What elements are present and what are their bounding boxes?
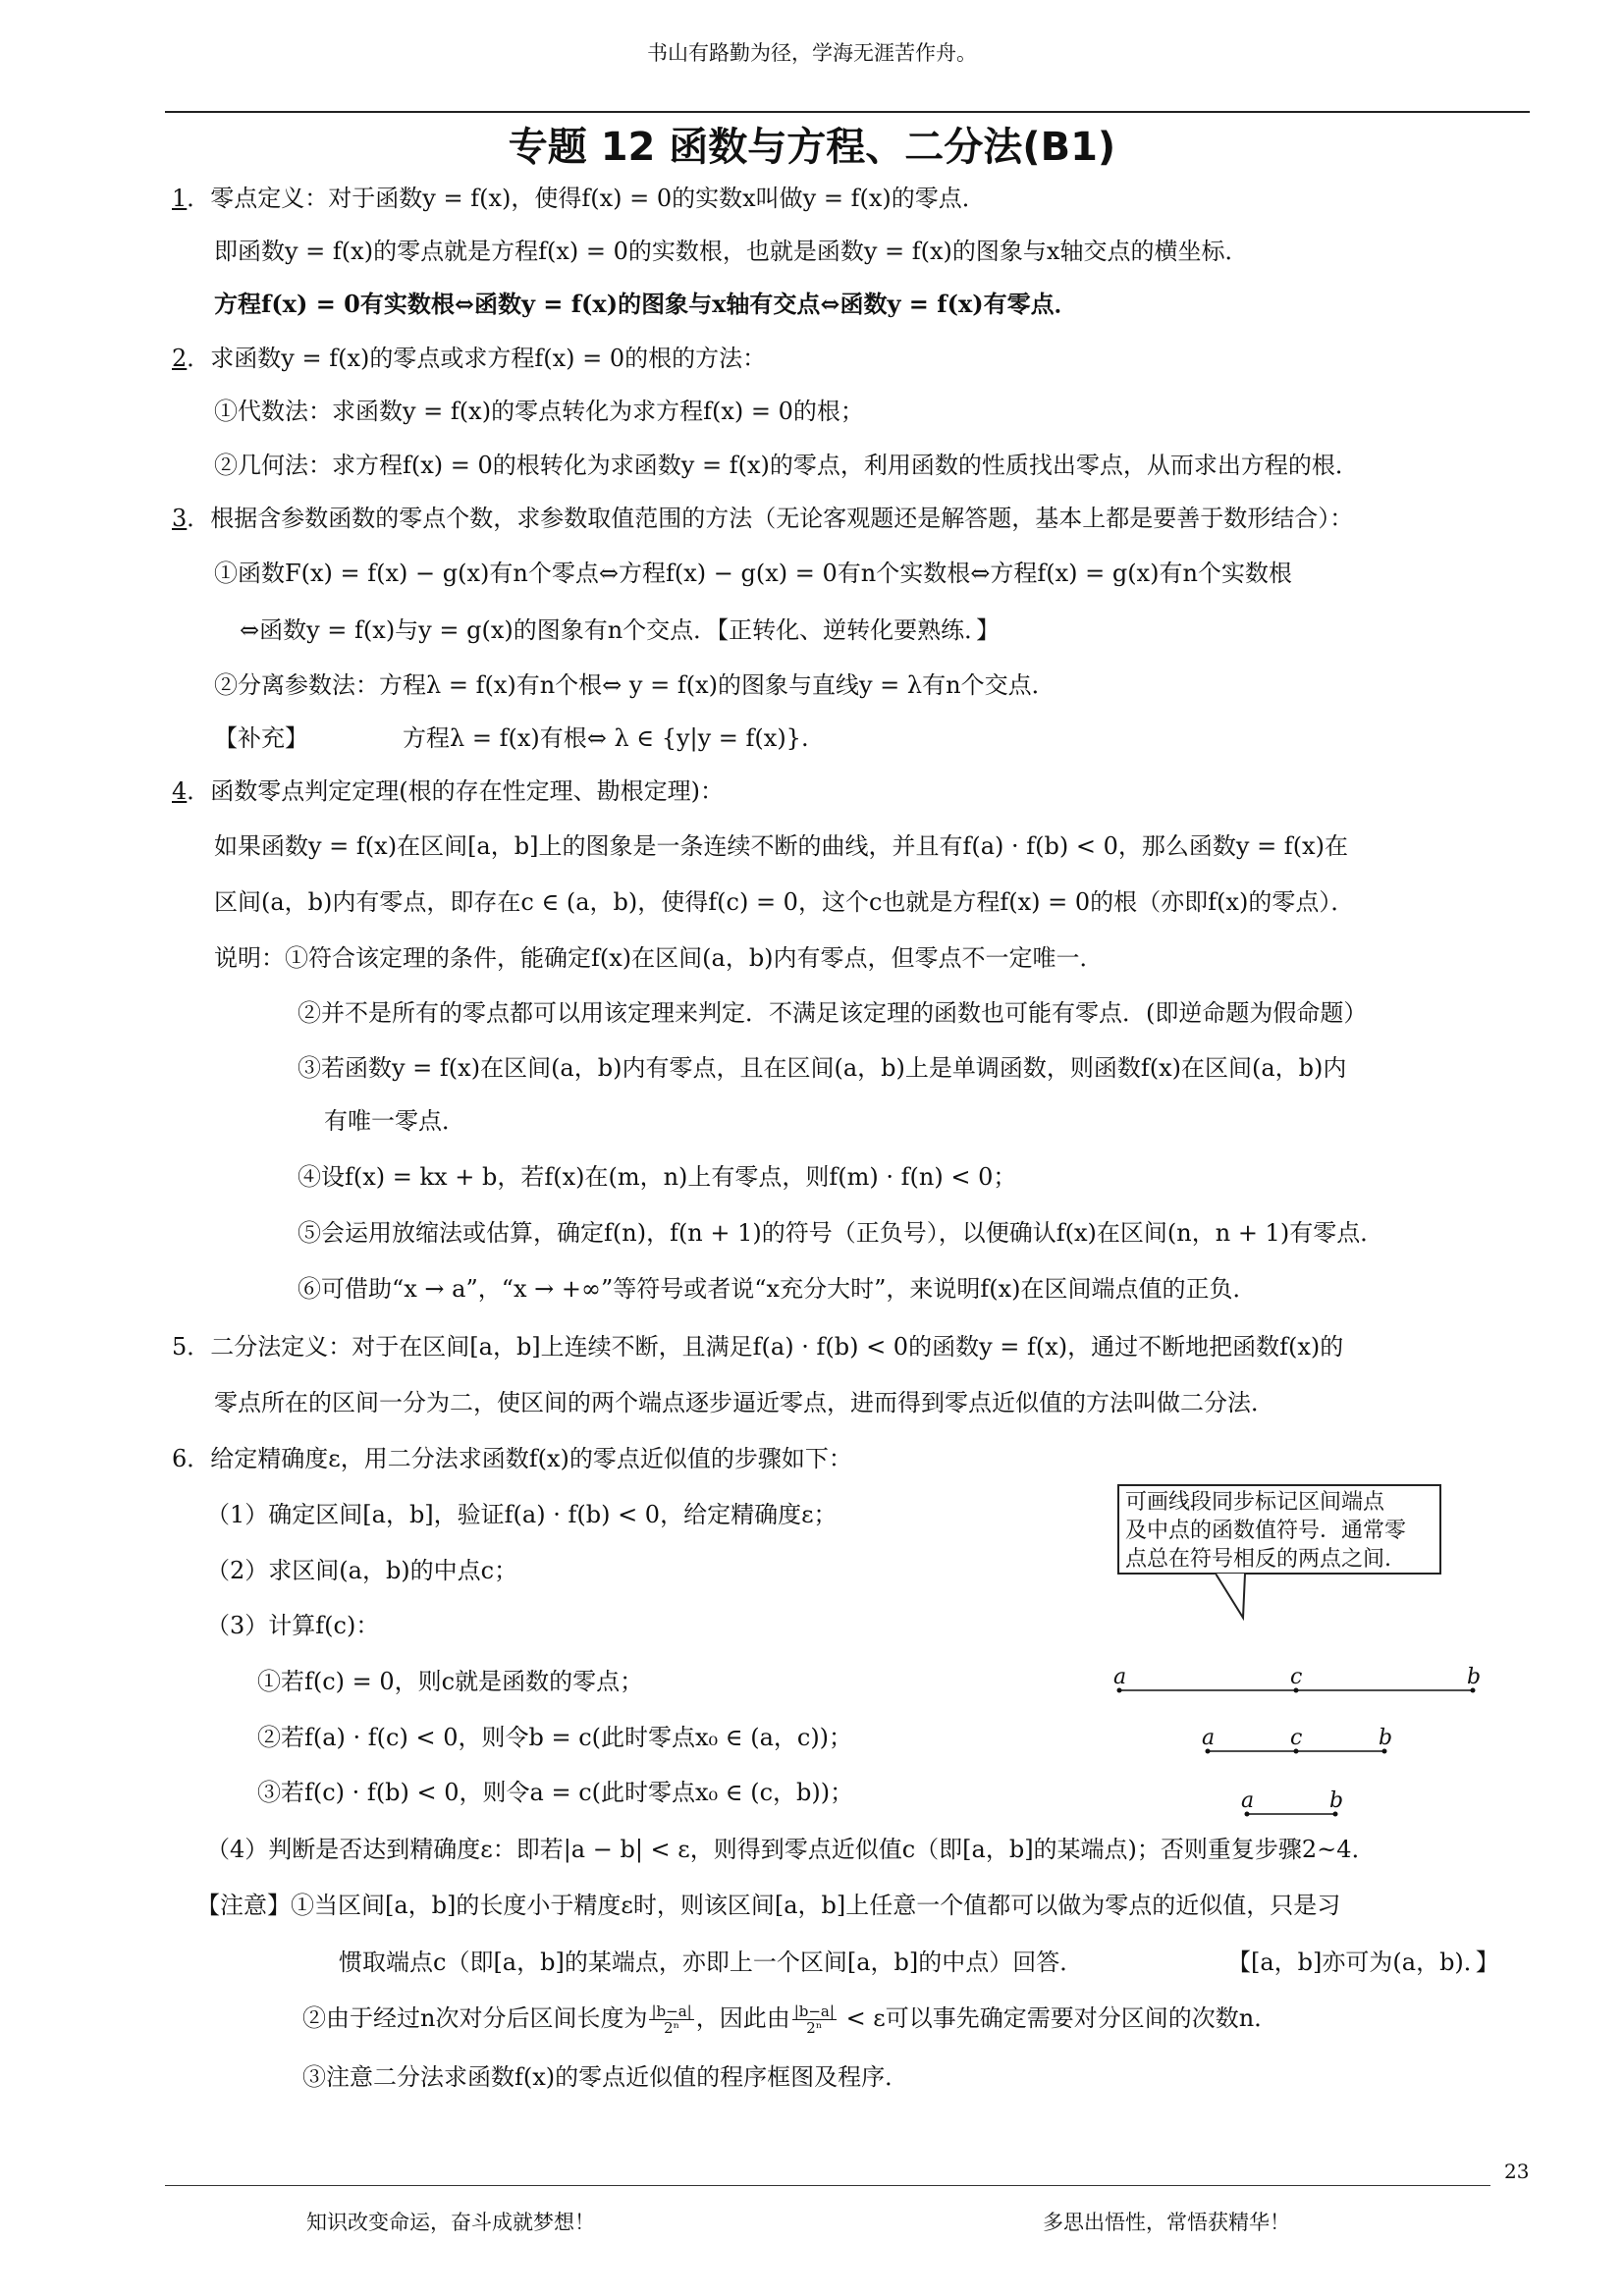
s3-line5-text: 方程λ = f(x)有根⇔ λ ∈ {y|y = f(x)}. xyxy=(403,724,809,752)
s6-line3: （2）求区间(a，b)的中点c； xyxy=(206,1557,518,1584)
header-motto: 书山有路勤为径，学海无涯苦作舟。 xyxy=(647,41,977,65)
s2-line2: ①代数法：求函数y = f(x)的零点转化为求方程f(x) = 0的根； xyxy=(214,398,864,425)
s4-line3: 区间(a，b)内有零点，即存在c ∈ (a，b)，使得f(c) = 0，这个c也就是方程f(x) = 0的根（亦即f(x)的零点）． xyxy=(214,888,1355,916)
callout-line2: 及中点的函数值符号．通常零 xyxy=(1125,1519,1407,1543)
seg3-b-label: b xyxy=(1329,1789,1344,1813)
s4-line8: ④设f(x) = kx + b，若f(x)在(m，n)上有零点，则f(m) · f(n) < 0； xyxy=(298,1163,1017,1191)
s6-line4: （3）计算f(c)： xyxy=(206,1612,380,1639)
s6-line10-note: 【[a，b]亦可为(a，b)．】 xyxy=(1227,1949,1499,1976)
s4-line7: 有唯一零点． xyxy=(324,1107,465,1135)
s6-line8: （4）判断是否达到精确度ε：即若|a − b| < ε，则得到零点近似值c（即[a，b]的某端点)；否则重复步骤2~4． xyxy=(206,1836,1376,1863)
fraction-2-den: 2ⁿ xyxy=(806,2019,823,2037)
s4-line1 xyxy=(172,775,724,807)
callout-tail xyxy=(1216,1573,1255,1622)
fraction-1 xyxy=(649,2003,693,2036)
s3-line3: ⇔函数y = f(x)与y = g(x)的图象有n个交点．【正转化、逆转化要熟练．】 xyxy=(240,616,1001,644)
s4-line10: ⑥可借助“x → a”，“x → +∞”等符号或者说“x充分大时”，来说明f(x)在区间端点值的正负． xyxy=(298,1275,1257,1303)
s6-line1: 6．给定精确度ε，用二分法求函数f(x)的零点近似值的步骤如下： xyxy=(172,1445,852,1472)
seg2-b-label: b xyxy=(1379,1726,1393,1750)
s2-line1 xyxy=(172,343,766,374)
s6-line11-c: < ε可以事先确定需要对分区间的次数n． xyxy=(838,2004,1278,2032)
page-title: 专题 12 函数与方程、二分法(B1) xyxy=(508,125,1116,170)
s3-number: 3 xyxy=(172,505,188,532)
s3-line5-label: 【补充】 xyxy=(214,724,308,752)
s1-line1 xyxy=(172,183,986,214)
s4-line2: 如果函数y = f(x)在区间[a，b]上的图象是一条连续不断的曲线，并且有f(a) · f(b) < 0，那么函数y = f(x)在 xyxy=(214,832,1348,860)
s3-line2: ①函数F(x) = f(x) − g(x)有n个零点⇔方程f(x) − g(x) = 0有n个实数根⇔方程f(x) = g(x)有n个实数根 xyxy=(214,560,1292,587)
s4-line5: ②并不是所有的零点都可以用该定理来判定．不满足该定理的函数也可能有零点．(即逆命题为假命题） xyxy=(298,999,1368,1027)
s6-line11-b: ，因此由 xyxy=(695,2004,790,2032)
s6-line10: 惯取端点c（即[a，b]的某端点，亦即上一个区间[a，b]的中点）回答． xyxy=(339,1949,1084,1976)
s6-line7: ③若f(c) · f(b) < 0，则令a = c(此时零点x₀ ∈ (c，b))； xyxy=(257,1779,854,1806)
s5-line2: 零点所在的区间一分为二，使区间的两个端点逐步逼近零点，进而得到零点近似值的方法叫做二分法． xyxy=(214,1389,1274,1416)
page-number: 23 xyxy=(1504,2160,1530,2183)
fraction-1-num: |b−a| xyxy=(651,2002,692,2020)
seg2-a-label: a xyxy=(1202,1726,1216,1750)
s3-text1: ．根据含参数函数的零点个数，求参数取值范围的方法（无论客观题还是解答题，基本上都是要善于数形结合）： xyxy=(187,505,1354,532)
s4-line4: 说明：①符合该定理的条件，能确定f(x)在区间(a，b)内有零点，但零点不一定唯一． xyxy=(214,944,1104,972)
callout-line1: 可画线段同步标记区间端点 xyxy=(1125,1490,1385,1515)
callout-line3: 点总在符号相反的两点之间. xyxy=(1125,1547,1391,1572)
s6-line11 xyxy=(302,2002,1277,2036)
footer-divider xyxy=(165,2185,1490,2186)
seg3-a-label: a xyxy=(1241,1789,1255,1813)
s4-line9: ⑤会运用放缩法或估算，确定f(n)，f(n + 1)的符号（正负号），以便确认f(x)在区间(n，n + 1)有零点． xyxy=(298,1219,1384,1247)
s6-line2: （1）确定区间[a，b]，验证f(a) · f(b) < 0，给定精确度ε； xyxy=(206,1501,838,1528)
s1-line2: 即函数y = f(x)的零点就是方程f(x) = 0的实数根，也就是函数y = f(x)的图象与x轴交点的横坐标． xyxy=(214,238,1249,265)
footer-left-motto: 知识改变命运，奋斗成就梦想！ xyxy=(306,2211,595,2234)
seg1-a-label: a xyxy=(1113,1665,1127,1689)
s1-number: 1 xyxy=(172,185,188,212)
s1-line3: 方程f(x) = 0有实数根⇔函数y = f(x)的图象与x轴有交点⇔函数y = f(x)有零点． xyxy=(214,290,1078,318)
s6-line6: ②若f(a) · f(c) < 0，则令b = c(此时零点x₀ ∈ (a，c))； xyxy=(257,1724,853,1751)
s3-line1 xyxy=(172,503,1353,534)
s6-line12: ③注意二分法求函数f(x)的零点近似值的程序框图及程序． xyxy=(302,2063,909,2091)
seg2-c-label: c xyxy=(1290,1726,1303,1750)
s4-number: 4 xyxy=(172,777,188,805)
s6-line9: 【注意】①当区间[a，b]的长度小于精度ε时，则该区间[a，b]上任意一个值都可以做为零点的近似值，只是习 xyxy=(196,1892,1341,1919)
seg1-c-label: c xyxy=(1290,1665,1303,1689)
s3-line4: ②分离参数法：方程λ = f(x)有n个根⇔ y = f(x)的图象与直线y = λ有n个交点． xyxy=(214,671,1056,699)
fraction-2 xyxy=(792,2003,837,2036)
s2-text1: ．求函数y = f(x)的零点或求方程f(x) = 0的根的方法： xyxy=(187,345,767,372)
seg1-b-label: b xyxy=(1467,1665,1482,1689)
fraction-1-den: 2ⁿ xyxy=(664,2019,680,2037)
s4-text1: ．函数零点判定定理(根的存在性定理、勘根定理)： xyxy=(187,777,725,805)
s5-line1: 5．二分法定义：对于在区间[a，b]上连续不断，且满足f(a) · f(b) < 0的函数y = f(x)，通过不断地把函数f(x)的 xyxy=(172,1333,1344,1361)
interval-diagram xyxy=(1100,1659,1492,1836)
callout-box xyxy=(1117,1484,1441,1575)
s1-text1: ．零点定义：对于函数y = f(x)，使得f(x) = 0的实数x叫做y = f(x)的零点． xyxy=(187,185,986,212)
s6-line5: ①若f(c) = 0，则c就是函数的零点； xyxy=(257,1668,644,1695)
s2-line3: ②几何法：求方程f(x) = 0的根转化为求函数y = f(x)的零点，利用函数的性质找出零点，从而求出方程的根． xyxy=(214,452,1359,479)
s2-number: 2 xyxy=(172,345,188,372)
footer-right-motto: 多思出悟性，常悟获精华！ xyxy=(1043,2211,1290,2234)
s4-line6: ③若函数y = f(x)在区间(a，b)内有零点，且在区间(a，b)上是单调函数，则函数f(x)在区间(a，b)内 xyxy=(298,1054,1347,1082)
s6-line11-a: ②由于经过n次对分后区间长度为 xyxy=(302,2004,648,2032)
fraction-2-num: |b−a| xyxy=(793,2002,835,2020)
header-divider xyxy=(165,111,1530,113)
